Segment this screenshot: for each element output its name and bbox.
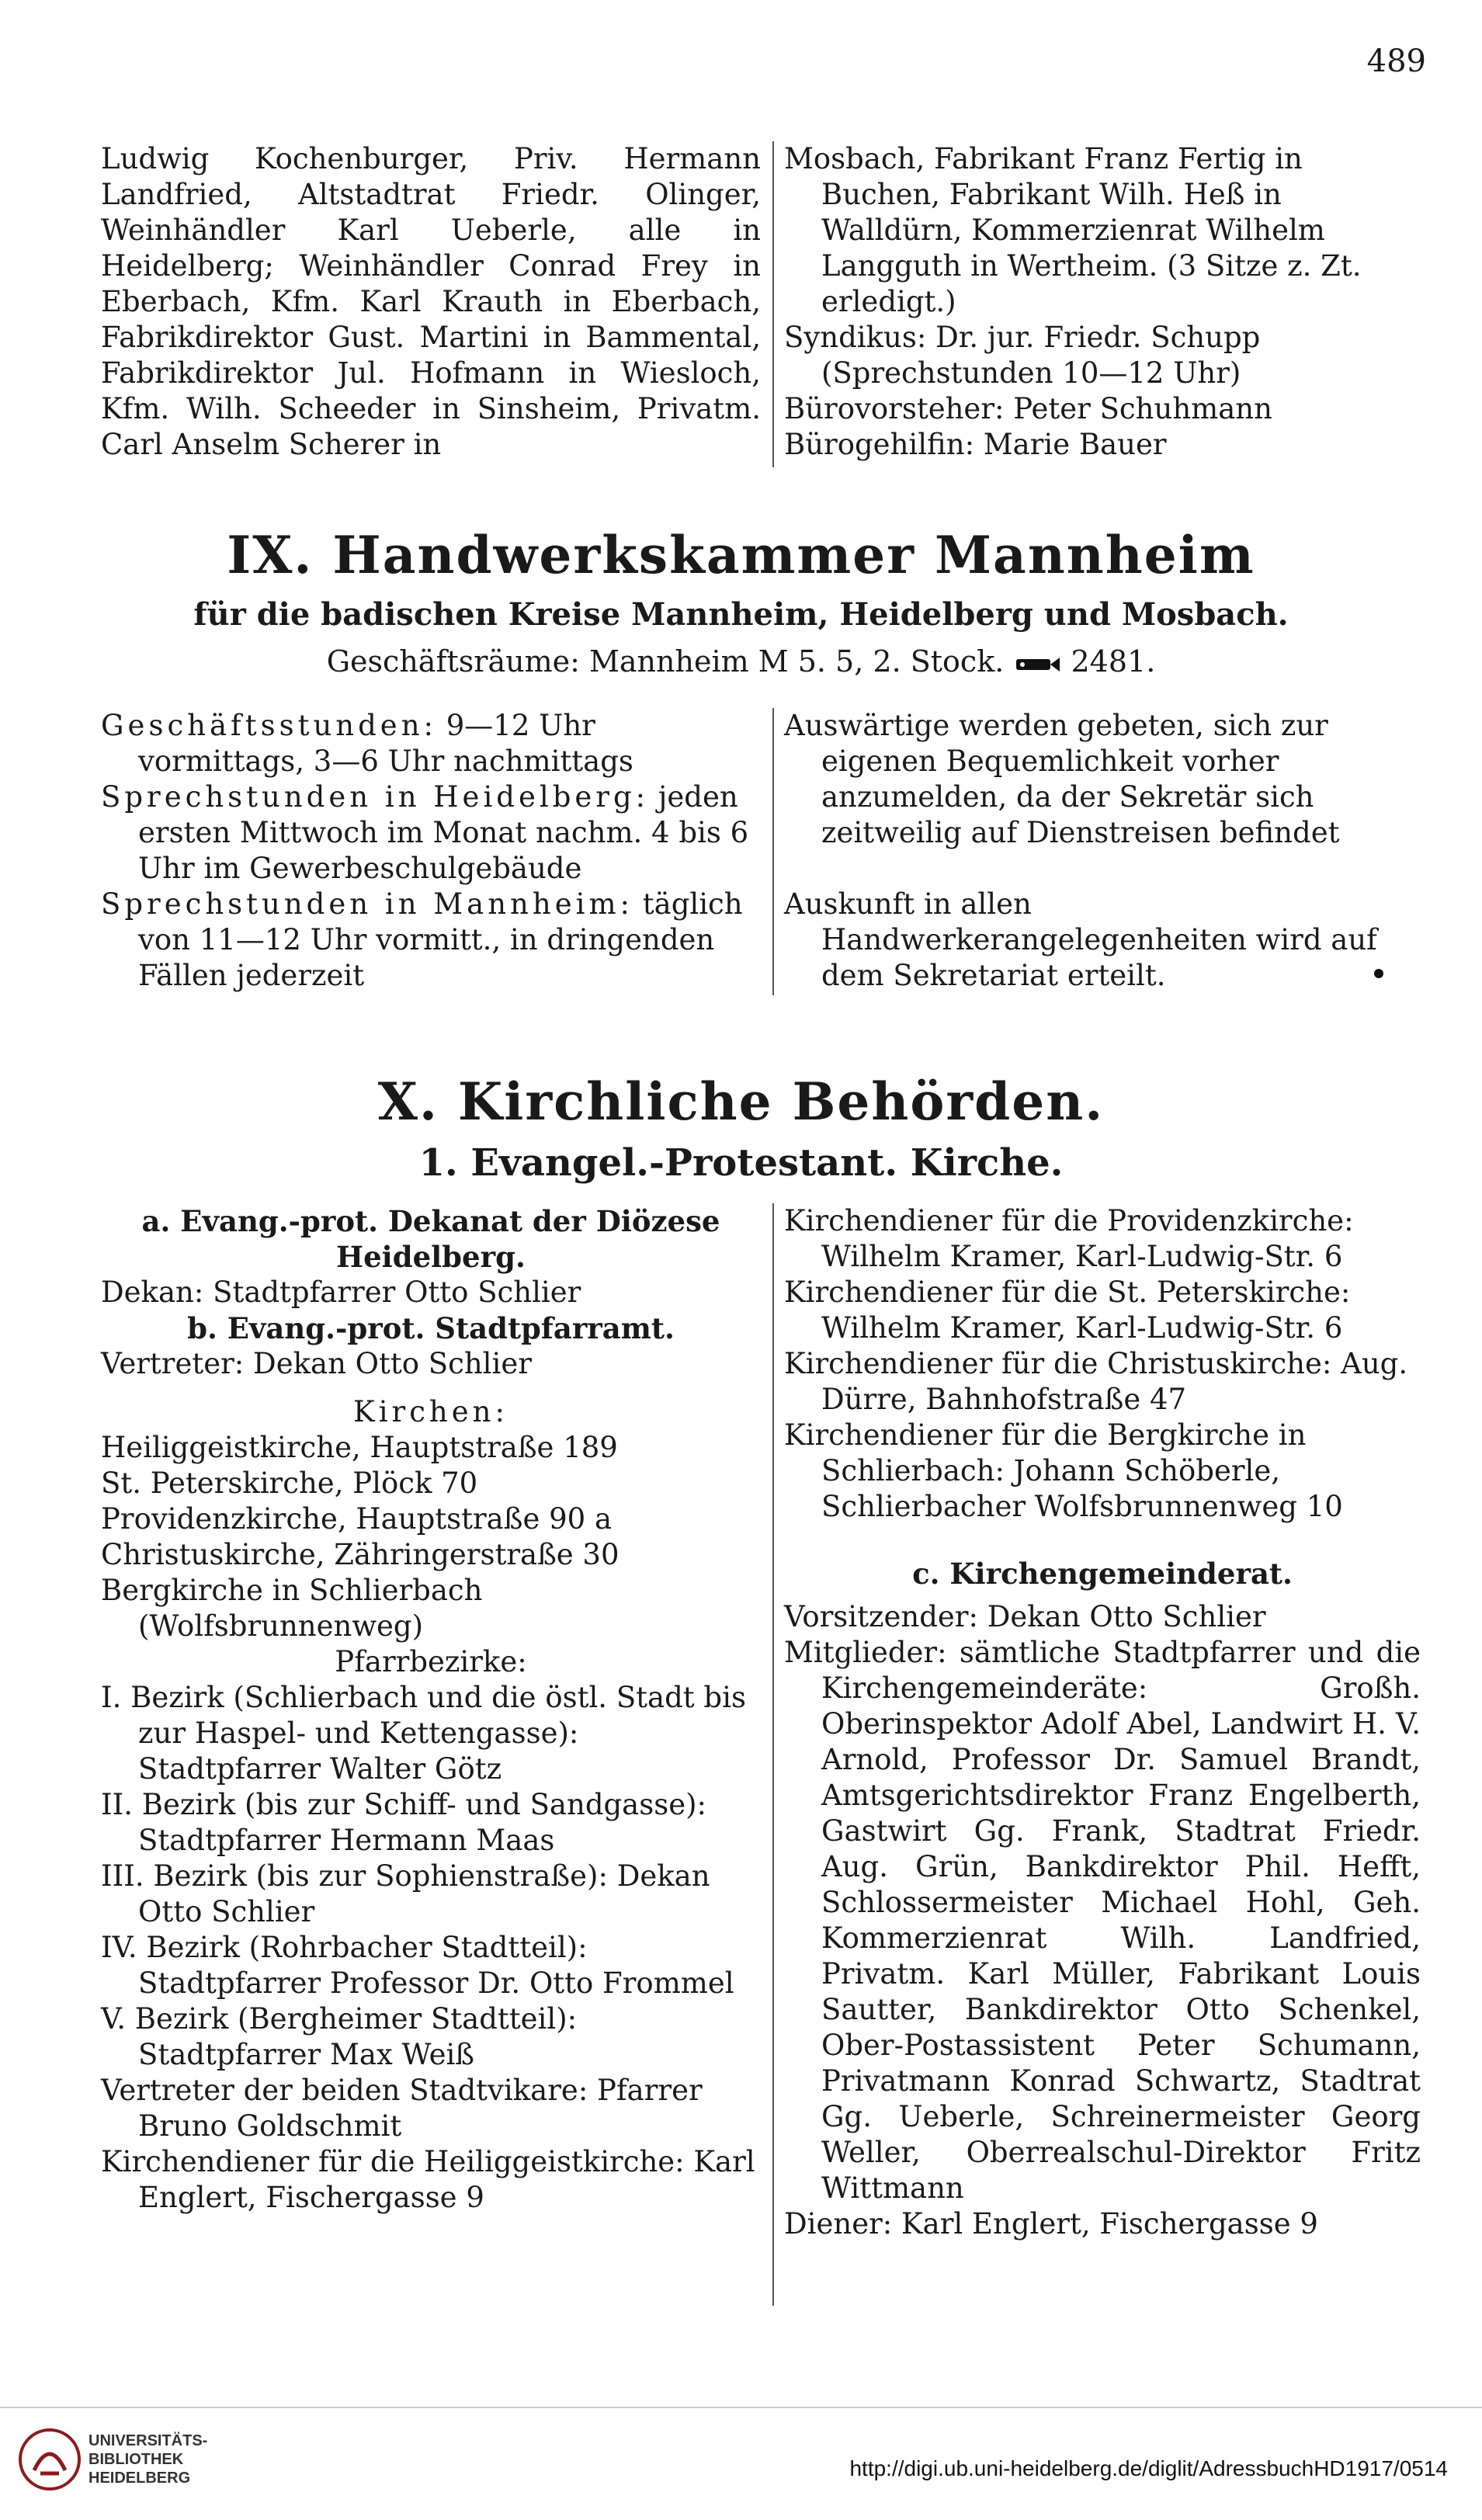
pfarrbezirk-item: I. Bezirk (Schlierbach und die östl. Stadt bis zur Haspel- und Kettengasse): Stadtpfarrer Walter Götz bbox=[101, 1681, 746, 1786]
phone-number: 2481. bbox=[1071, 644, 1156, 679]
ix-left-label: Sprechstunden in Mannheim: bbox=[101, 887, 633, 921]
kirchengemeinderat-heading: c. Kirchengemeinderat. bbox=[912, 1557, 1293, 1591]
logo-line: BIBLIOTHEK bbox=[89, 2451, 184, 2468]
ix-left-para bbox=[101, 708, 761, 779]
telephone-icon bbox=[1013, 653, 1061, 676]
logo-line: UNIVERSITÄTS- bbox=[89, 2432, 208, 2449]
kirchen-item: Bergkirche in Schlierbach (Wolfsbrunnenweg) bbox=[101, 1574, 483, 1643]
kirchen-item: Providenzkirche, Hauptstraße 90 a bbox=[101, 1502, 612, 1536]
kirchen-item: St. Peterskirche, Plöck 70 bbox=[101, 1467, 478, 1500]
pfarrbezirk-item: IV. Bezirk (Rohrbacher Stadtteil): Stadtpfarrer Professor Dr. Otto Frommel bbox=[101, 1931, 734, 2000]
kirchendiener-item: Kirchendiener für die Providenzkirche: Wilhelm Kramer, Karl-Ludwig-Str. 6 bbox=[784, 1204, 1354, 1273]
logo-line: HEIDELBERG bbox=[89, 2470, 191, 2487]
ix-left-label: Geschäftsstunden: bbox=[101, 709, 437, 742]
kirchendiener-item: Kirchendiener für die Bergkirche in Schlierbach: Johann Schöberle, Schlierbacher Wolfsbrunnenweg 10 bbox=[784, 1418, 1343, 1523]
continuation-right-para: Mosbach, Fabrikant Franz Fertig in Buchen, Fabrikant Wilh. Heß in Walldürn, Kommerzienrat Wilhelm Langguth in Wertheim. (3 Sitze z. Zt. erledigt.) bbox=[784, 142, 1362, 318]
kirchendiener-item: Kirchendiener für die Christuskirche: Aug. Dürre, Bahnhofstraße 47 bbox=[784, 1347, 1408, 1416]
ix-right-para: Auswärtige werden gebeten, sich zur eigenen Bequemlichkeit vorher anzumelden, da der Sekretär sich zeitweilig auf Dienstreisen befindet bbox=[784, 709, 1340, 849]
bullet-dot bbox=[1374, 969, 1383, 978]
ix-right-column bbox=[784, 708, 1421, 994]
kirchendiener-item: Kirchendiener für die St. Peterskirche: Wilhelm Kramer, Karl-Ludwig-Str. 6 bbox=[784, 1276, 1351, 1345]
ix-left-text: 9—12 Uhr vormittags, 3—6 Uhr nachmittags bbox=[138, 709, 633, 778]
pfarrbezirk-item: V. Bezirk (Bergheimer Stadtteil): Stadtpfarrer Max Weiß bbox=[101, 2002, 578, 2071]
stadtpfarramt-text: Vertreter: Dekan Otto Schlier bbox=[101, 1347, 532, 1380]
source-url-link[interactable]: http://digi.ub.uni-heidelberg.de/diglit/AdressbuchHD1917/0514 bbox=[849, 2456, 1448, 2480]
pfarrbezirk-item: Vertreter der beiden Stadtvikare: Pfarrer Bruno Goldschmit bbox=[101, 2074, 703, 2143]
ix-left-column bbox=[101, 708, 761, 994]
section-ix-title: IX. Handwerkskammer Mannheim bbox=[227, 525, 1255, 585]
logo-text bbox=[89, 2431, 207, 2487]
page-number: 489 bbox=[1366, 43, 1426, 79]
university-library-logo-icon bbox=[17, 2427, 82, 2492]
pfarrbezirk-item: III. Bezirk (bis zur Sophienstraße): Dekan Otto Schlier bbox=[101, 1859, 710, 1928]
ix-left-para bbox=[101, 779, 761, 887]
continuation-right-para: Syndikus: Dr. jur. Friedr. Schupp (Sprechstunden 10—12 Uhr) bbox=[784, 321, 1261, 390]
section-ix-address bbox=[0, 644, 1482, 679]
ix-left-text: jeden ersten Mittwoch im Monat nachm. 4 bis 6 Uhr im Gewerbeschulgebäude bbox=[138, 780, 749, 885]
dekanat-heading: a. Evang.-prot. Dekanat der Diözese Heidelberg. bbox=[141, 1204, 720, 1274]
kirchen-item: Heiliggeistkirche, Hauptstraße 189 bbox=[101, 1431, 618, 1464]
pfarrbezirk-item: Kirchendiener für die Heiliggeistkirche: Karl Englert, Fischergasse 9 bbox=[101, 2145, 755, 2214]
mitglieder-text: Mitglieder: sämtliche Stadtpfarrer und die Kirchengemeinderäte: Großh. Oberinspektor Adolf Abel, Landwirt H. V. Arnold, Professor Dr. Samuel Brandt, Amtsgerichtsdirektor Franz Engelberth, Gastwirt Gg. Frank, Stadtrat Friedr. Aug. Grün, Bankdirektor Phil. Hefft, Schlossermeister Michael Hohl, Geh. Kommerzienrat Wilh. Landfried, Privatm. Karl Müller, Fabrikant Louis Sautter, Bankdirektor Otto Schenkel, Ober-Postassistent Peter Schumann, Privatmann Konrad Schwartz, Stadtrat Gg. Ueberle, Schreinermeister Georg Weller, Oberrealschul-Direktor Fritz Wittmann bbox=[784, 1636, 1421, 2205]
column-divider bbox=[772, 1203, 774, 2306]
ix-left-text: täglich von 11—12 Uhr vormitt., in dringenden Fällen jederzeit bbox=[138, 887, 743, 992]
footer-bar bbox=[0, 2407, 1482, 2520]
x-left-column bbox=[101, 1203, 761, 2216]
ix-right-para: Auskunft in allen Handwerkerangelegenheiten wird auf dem Sekretariat erteilt. bbox=[784, 887, 1377, 992]
kirchen-item: Christuskirche, Zähringerstraße 30 bbox=[101, 1538, 620, 1571]
kirchen-heading: Kirchen: bbox=[353, 1395, 508, 1428]
ix-left-label: Sprechstunden in Heidelberg: bbox=[101, 780, 650, 814]
stadtpfarramt-heading: b. Evang.-prot. Stadtpfarramt. bbox=[187, 1311, 675, 1345]
diener-text: Diener: Karl Englert, Fischergasse 9 bbox=[784, 2207, 1318, 2241]
continuation-right-para: Bürogehilfin: Marie Bauer bbox=[784, 428, 1167, 461]
ix-left-para bbox=[101, 887, 761, 994]
pfarrbezirk-item: II. Bezirk (bis zur Schiff- und Sandgasse): Stadtpfarrer Hermann Maas bbox=[101, 1788, 707, 1857]
x-right-column bbox=[784, 1203, 1421, 2242]
section-x-subtitle: 1. Evangel.-Protestant. Kirche. bbox=[418, 1141, 1064, 1185]
address-text: Geschäftsräume: Mannheim M 5. 5, 2. Stock. bbox=[326, 644, 1005, 679]
section-x-title: X. Kirchliche Behörden. bbox=[377, 1071, 1105, 1132]
section-ix-subtitle: für die badischen Kreise Mannheim, Heidelberg und Mosbach. bbox=[193, 596, 1289, 633]
continuation-right-column bbox=[784, 141, 1421, 463]
column-divider bbox=[772, 708, 774, 995]
column-divider bbox=[772, 141, 774, 467]
continuation-left-text: Ludwig Kochenburger, Priv. Hermann Landfried, Altstadtrat Friedr. Olinger, Weinhändler Karl Ueberle, alle in Heidelberg; Weinhändler Conrad Frey in Eberbach, Kfm. Karl Krauth in Eberbach, Fabrikdirektor Gust. Martini in Bammental, Fabrikdirektor Jul. Hofmann in Wiesloch, Kfm. Wilh. Scheeder in Sinsheim, Privatm. Carl Anselm Scherer in bbox=[101, 142, 761, 461]
dekanat-text: Dekan: Stadtpfarrer Otto Schlier bbox=[101, 1276, 581, 1309]
vorsitzender-text: Vorsitzender: Dekan Otto Schlier bbox=[784, 1600, 1266, 1633]
pfarrbezirke-heading: Pfarrbezirke: bbox=[335, 1645, 527, 1678]
continuation-right-para: Bürovorsteher: Peter Schuhmann bbox=[784, 392, 1272, 425]
continuation-left-column bbox=[101, 141, 761, 463]
